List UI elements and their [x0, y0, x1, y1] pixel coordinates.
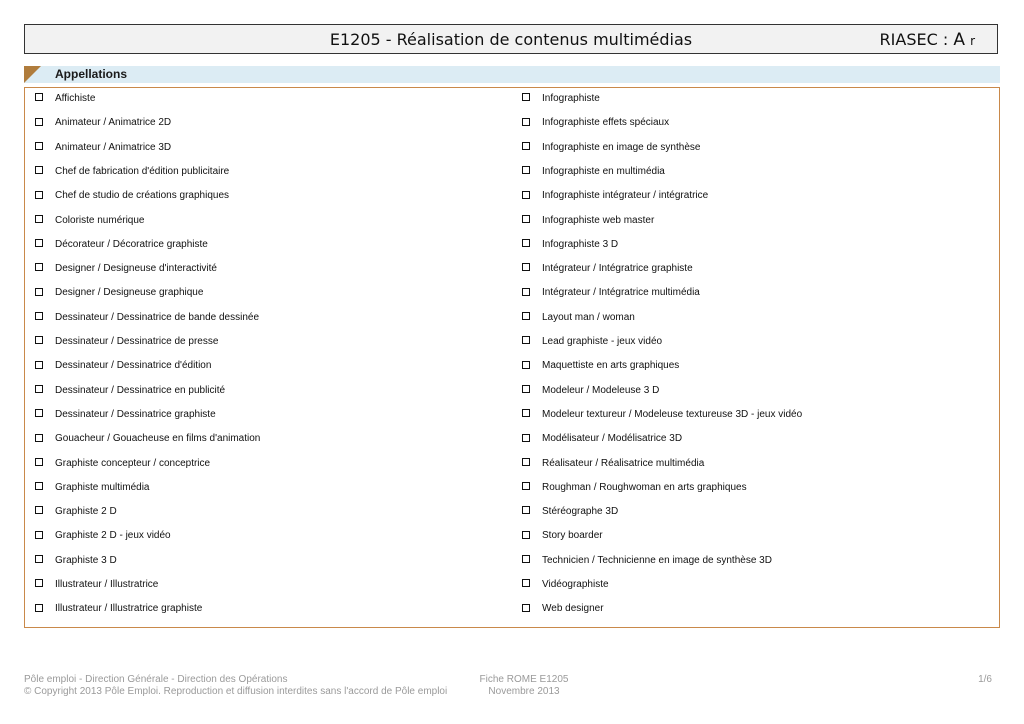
checkbox-icon: [522, 531, 530, 539]
checkbox-icon: [35, 239, 43, 247]
appellation-label: Technicien / Technicienne en image de synthèse 3D: [542, 554, 772, 566]
appellation-label: Affichiste: [55, 93, 96, 104]
checkbox-icon: [522, 434, 530, 442]
footer-organization: Pôle emploi - Direction Générale - Direction des Opérations: [24, 674, 288, 685]
appellation-label: Décorateur / Décoratrice graphiste: [55, 238, 208, 250]
appellation-label: Vidéographiste: [542, 579, 609, 590]
checkbox-icon: [522, 506, 530, 514]
appellation-label: Chef de fabrication d'édition publicitaire: [55, 165, 230, 177]
appellation-item: [522, 431, 682, 447]
appellation-item: [522, 285, 700, 301]
section-title: Appellations: [55, 67, 128, 81]
checkbox-icon: [522, 482, 530, 490]
footer-center: [474, 674, 574, 698]
appellation-label: Infographiste web master: [542, 214, 655, 226]
appellation-label: Infographiste: [542, 93, 600, 104]
checkbox-icon: [35, 579, 43, 587]
checkbox-icon: [35, 118, 43, 126]
appellation-label: Maquettiste en arts graphiques: [542, 360, 680, 372]
appellation-label: Graphiste 3 D: [55, 554, 117, 566]
appellation-item: [35, 504, 117, 520]
appellation-item: [35, 91, 95, 107]
section-corner-marker: [24, 66, 41, 83]
checkbox-icon: [522, 93, 530, 101]
checkbox-icon: [522, 288, 530, 296]
checkbox-icon: [522, 385, 530, 393]
checkbox-icon: [35, 385, 43, 393]
checkbox-icon: [35, 555, 43, 563]
appellation-item: [35, 383, 225, 399]
checkbox-icon: [35, 604, 43, 612]
appellation-item: [35, 188, 229, 204]
appellation-item: [35, 310, 259, 326]
checkbox-icon: [522, 312, 530, 320]
appellation-item: [522, 115, 669, 131]
appellation-label: Intégrateur / Intégratrice graphiste: [542, 263, 693, 275]
appellation-item: [522, 261, 693, 277]
checkbox-icon: [35, 93, 43, 101]
appellation-label: Gouacheur / Gouacheuse en films d'animation: [55, 433, 261, 445]
checkbox-icon: [35, 288, 43, 296]
appellation-item: [35, 285, 203, 301]
appellation-item: [522, 383, 659, 399]
checkbox-icon: [35, 142, 43, 150]
appellation-label: Graphiste 2 D: [55, 506, 117, 518]
checkbox-icon: [35, 531, 43, 539]
checkbox-icon: [522, 166, 530, 174]
appellation-label: Coloriste numérique: [55, 214, 145, 226]
appellation-label: Infographiste intégrateur / intégratrice: [542, 190, 709, 202]
checkbox-icon: [35, 434, 43, 442]
checkbox-icon: [522, 118, 530, 126]
appellation-item: [35, 456, 210, 472]
footer-fiche: Fiche ROME E1205: [479, 674, 569, 685]
checkbox-icon: [522, 239, 530, 247]
riasec-code: [880, 25, 975, 56]
appellation-label: Dessinateur / Dessinatrice de presse: [55, 336, 219, 347]
riasec-major: A: [953, 30, 965, 50]
appellation-item: [522, 480, 747, 496]
appellation-item: [35, 213, 145, 229]
appellation-label: Infographiste effets spéciaux: [542, 117, 670, 129]
appellation-item: [522, 528, 603, 544]
header-title-box: [24, 24, 998, 54]
footer-page-number: 1/6: [978, 674, 992, 685]
checkbox-icon: [522, 142, 530, 150]
checkbox-icon: [35, 361, 43, 369]
appellation-label: Stéréographe 3D: [542, 506, 619, 518]
appellation-label: Graphiste concepteur / conceptrice: [55, 457, 211, 469]
appellation-item: [522, 358, 679, 374]
riasec-minor: r: [970, 34, 975, 48]
appellation-item: [35, 261, 217, 277]
appellation-item: [35, 553, 117, 569]
appellation-label: Animateur / Animatrice 3D: [55, 141, 172, 153]
appellation-label: Dessinateur / Dessinatrice de bande dessinée: [55, 311, 260, 323]
footer-left: [24, 674, 447, 698]
appellation-label: Illustrateur / Illustratrice: [55, 579, 159, 590]
appellation-item: [522, 140, 700, 156]
checkbox-icon: [35, 482, 43, 490]
appellation-item: [35, 480, 149, 496]
checkbox-icon: [522, 555, 530, 563]
appellation-item: [522, 577, 609, 593]
appellation-label: Animateur / Animatrice 2D: [55, 117, 172, 129]
appellation-item: [35, 528, 171, 544]
checkbox-icon: [35, 312, 43, 320]
appellation-item: [522, 456, 704, 472]
appellation-label: Chef de studio de créations graphiques: [55, 190, 230, 202]
page-title: E1205 - Réalisation de contenus multimédias: [329, 30, 693, 49]
appellation-label: Dessinateur / Dessinatrice graphiste: [55, 408, 216, 420]
appellation-item: [35, 237, 208, 253]
appellation-item: [522, 334, 662, 350]
checkbox-icon: [522, 579, 530, 587]
appellation-label: Dessinateur / Dessinatrice d'édition: [55, 360, 212, 372]
appellation-item: [522, 91, 600, 107]
appellation-label: Story boarder: [542, 530, 603, 542]
footer-date: Novembre 2013: [488, 686, 560, 697]
appellation-label: Graphiste multimédia: [55, 481, 150, 493]
appellation-item: [35, 164, 229, 180]
appellation-item: [522, 407, 802, 423]
checkbox-icon: [522, 409, 530, 417]
appellation-label: Modeleur textureur / Modeleuse textureuse 3D - jeux vidéo: [542, 408, 803, 420]
checkbox-icon: [35, 263, 43, 271]
riasec-label: RIASEC :: [879, 30, 949, 49]
checkbox-icon: [522, 361, 530, 369]
appellation-item: [35, 431, 260, 447]
appellation-label: Infographiste en multimédia: [542, 165, 665, 177]
appellation-item: [35, 140, 171, 156]
appellation-item: [35, 115, 171, 131]
appellation-item: [35, 358, 211, 374]
checkbox-icon: [35, 458, 43, 466]
appellation-item: [35, 334, 218, 350]
checkbox-icon: [35, 506, 43, 514]
appellation-item: [522, 504, 618, 520]
appellation-item: [35, 407, 216, 423]
appellation-item: [522, 237, 618, 253]
appellation-item: [522, 310, 635, 326]
appellation-label: Roughman / Roughwoman en arts graphiques: [542, 481, 747, 493]
appellation-label: Intégrateur / Intégratrice multimédia: [542, 287, 700, 299]
checkbox-icon: [522, 263, 530, 271]
appellation-label: Lead graphiste - jeux vidéo: [542, 336, 663, 347]
appellation-label: Modélisateur / Modélisatrice 3D: [542, 433, 683, 445]
checkbox-icon: [522, 215, 530, 223]
appellation-item: [522, 601, 604, 617]
appellation-item: [522, 213, 654, 229]
footer-copyright: © Copyright 2013 Pôle Emploi. Reproduction et diffusion interdites sans l'accord de Pôle emploi: [24, 686, 448, 697]
appellation-label: Illustrateur / Illustratrice graphiste: [55, 603, 203, 615]
appellation-label: Infographiste 3 D: [542, 238, 619, 250]
checkbox-icon: [35, 166, 43, 174]
checkbox-icon: [522, 191, 530, 199]
checkbox-icon: [35, 191, 43, 199]
appellation-item: [522, 188, 708, 204]
checkbox-icon: [522, 458, 530, 466]
appellation-label: Layout man / woman: [542, 311, 635, 323]
appellation-label: Dessinateur / Dessinatrice en publicité: [55, 384, 226, 396]
checkbox-icon: [35, 336, 43, 344]
appellation-label: Infographiste en image de synthèse: [542, 141, 701, 153]
appellation-label: Web designer: [542, 603, 604, 615]
appellation-item: [35, 601, 202, 617]
appellation-item: [522, 553, 772, 569]
appellation-label: Graphiste 2 D - jeux vidéo: [55, 530, 171, 542]
appellation-label: Designer / Designeuse graphique: [55, 287, 204, 299]
appellations-list: [24, 87, 1000, 628]
checkbox-icon: [35, 409, 43, 417]
checkbox-icon: [522, 336, 530, 344]
section-header: [24, 66, 1000, 83]
appellation-label: Modeleur / Modeleuse 3 D: [542, 384, 660, 396]
checkbox-icon: [522, 604, 530, 612]
appellation-item: [35, 577, 158, 593]
appellation-label: Designer / Designeuse d'interactivité: [55, 263, 217, 275]
appellation-item: [522, 164, 665, 180]
checkbox-icon: [35, 215, 43, 223]
appellation-label: Réalisateur / Réalisatrice multimédia: [542, 457, 705, 469]
